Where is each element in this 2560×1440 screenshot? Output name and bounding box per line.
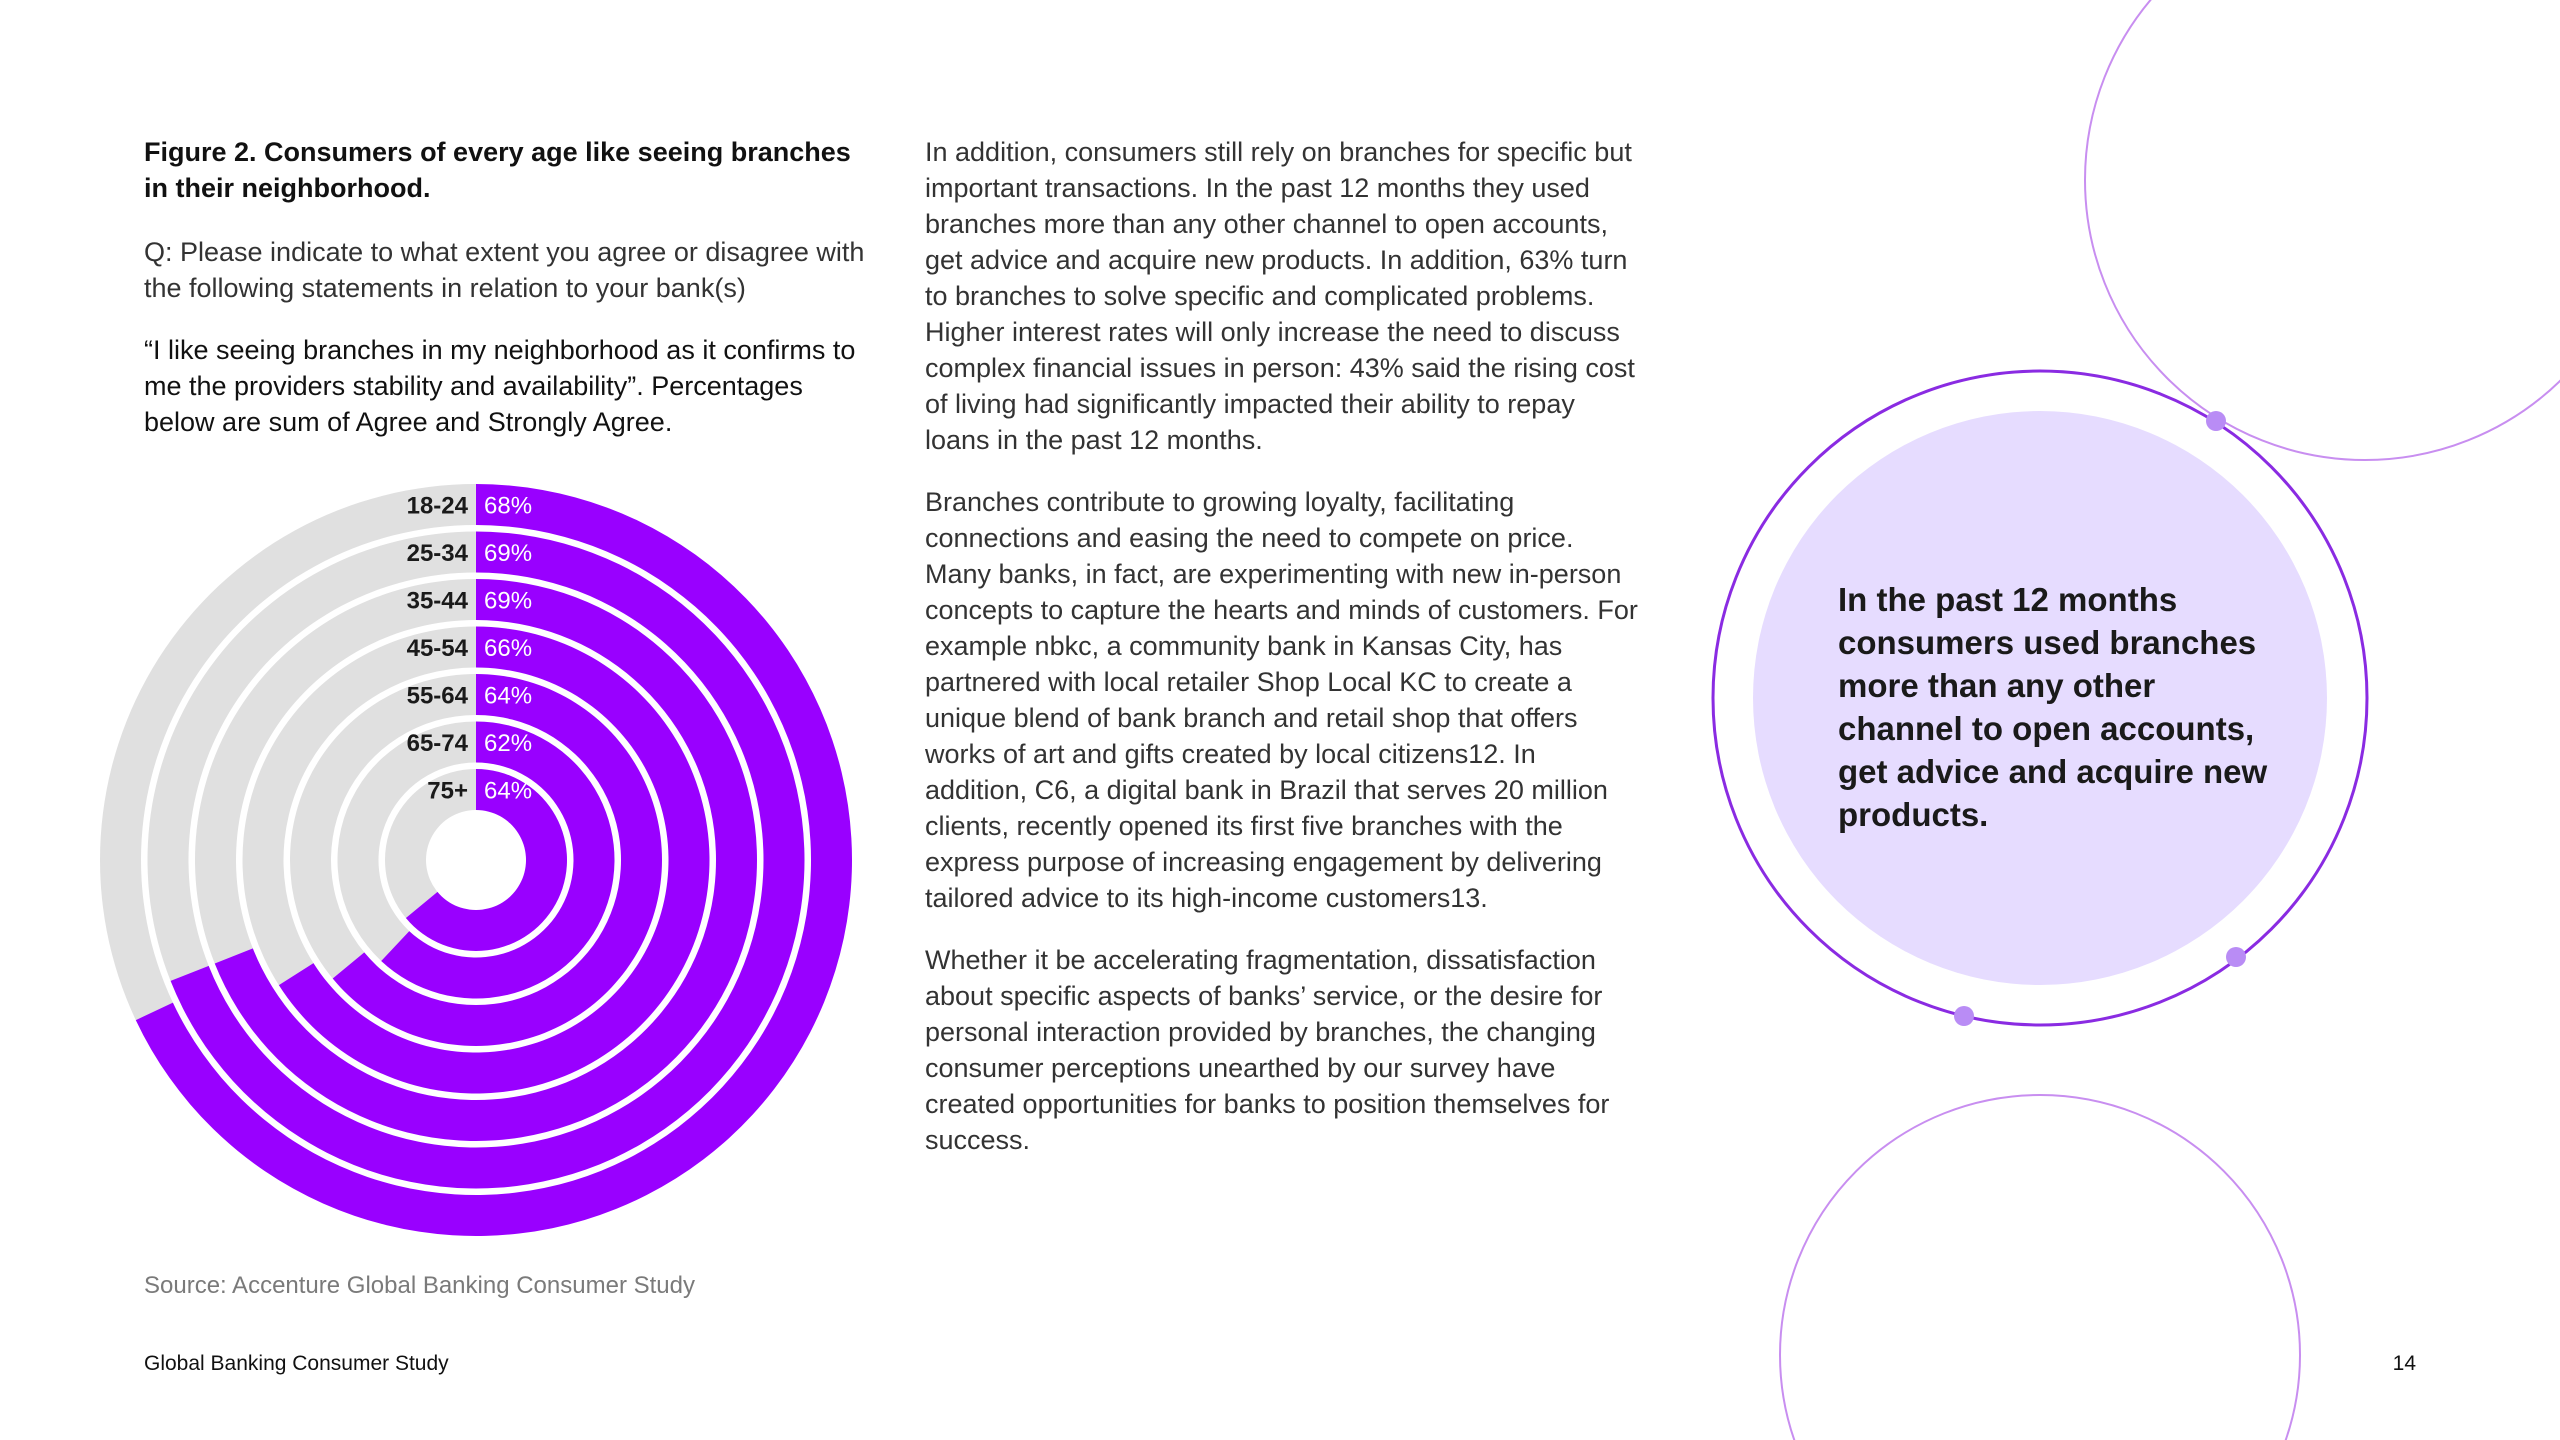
- footer-title: Global Banking Consumer Study: [144, 1352, 449, 1375]
- deco-dot: [2206, 411, 2226, 431]
- chart-category-label: 18-24: [406, 492, 468, 520]
- chart-category-label: 35-44: [406, 587, 468, 615]
- body-text: [925, 134, 1645, 1184]
- deco-circle-bottom: [1780, 1095, 2300, 1440]
- figure-statement: “I like seeing branches in my neighborhood as it confirms to me the providers stability and availability”. Percentages below are sum of Agree and Strongly Agree.: [144, 335, 856, 437]
- radial-bar-chart: [90, 470, 870, 1250]
- figure-title: Figure 2. Consumers of every age like seeing branches in their neighborhood.: [144, 137, 851, 203]
- figure-source: Source: Accenture Global Banking Consumer Study: [144, 1272, 695, 1299]
- chart-value-label: 69%: [484, 587, 533, 615]
- chart-value-label: 69%: [484, 540, 533, 567]
- chart-category-label: 45-54: [406, 635, 468, 662]
- chart-category-label: 55-64: [406, 682, 468, 710]
- callout-quote: In the past 12 months consumers used branches more than any other channel to open accounts, get advice and acquire new products.: [1838, 581, 2268, 833]
- figure-question: Q: Please indicate to what extent you agree or disagree with the following statements in relation to your bank(s): [144, 237, 865, 303]
- chart-category-label: 65-74: [406, 730, 468, 757]
- chart-value-label: 68%: [484, 492, 533, 520]
- deco-dot: [2226, 947, 2246, 967]
- chart-value-label: 64%: [484, 682, 533, 710]
- body-paragraph-1: In addition, consumers still rely on branches for specific but important transactions. In the past 12 months they used branches more than any other channel to open accounts, get advice and acquire new products. In addition, 63% turn to branches to solve specific and complicated problems. Higher interest rates will only increase the need to discuss complex financial issues in person: 43% said the rising cost of living had significantly impacted their ability to repay loans in the past 12 months.: [925, 137, 1635, 455]
- chart-value-label: 64%: [484, 777, 533, 805]
- page-number: 14: [2392, 1352, 2416, 1375]
- body-paragraph-2: Branches contribute to growing loyalty, facilitating connections and easing the need to compete on price. Many banks, in fact, are experimenting with new in-person concepts to capture the hearts and minds of customers. For example nbkc, a community bank in Kansas City, has partnered with local retailer Shop Local KC to create a unique blend of bank branch and retail shop that offers works of art and gifts created by local citizens12. In addition, C6, a digital bank in Brazil that serves 20 million clients, recently opened its first five branches with the express purpose of increasing engagement by delivering tailored advice to its high-income customers13.: [925, 487, 1638, 913]
- chart-value-label: 66%: [484, 635, 533, 662]
- body-paragraph-3: Whether it be accelerating fragmentation, dissatisfaction about specific aspects of banks’ service, or the desire for personal interaction provided by branches, the changing consumer perceptions unearthed by our survey have created opportunities for banks to position themselves for success.: [925, 945, 1610, 1155]
- chart-category-label: 75+: [427, 777, 468, 805]
- chart-category-label: 25-34: [406, 540, 468, 567]
- deco-dot: [1954, 1006, 1974, 1026]
- chart-value-label: 62%: [484, 730, 533, 757]
